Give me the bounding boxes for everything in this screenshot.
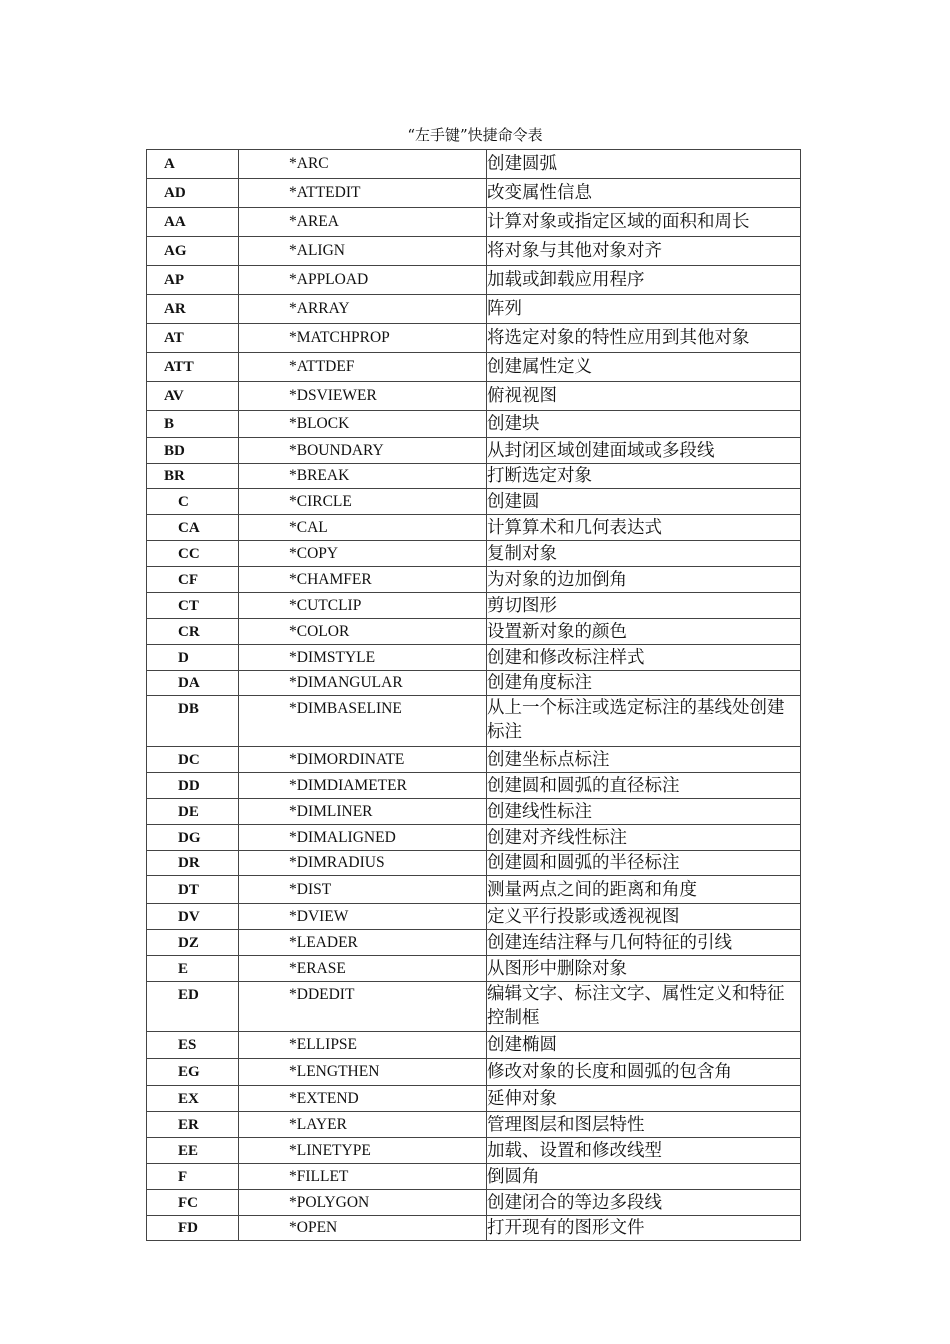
- description-cell: 打断选定对象: [487, 464, 801, 489]
- description-cell: 加载或卸载应用程序: [487, 266, 801, 295]
- alias-cell: AA: [147, 208, 239, 237]
- command-cell: *DDEDIT: [239, 982, 487, 1032]
- table-row: [147, 567, 801, 593]
- table-row: [147, 773, 801, 799]
- description-cell: 创建圆和圆弧的直径标注: [487, 773, 801, 799]
- command-cell: *CUTCLIP: [239, 593, 487, 619]
- command-cell: *FILLET: [239, 1164, 487, 1190]
- table-row: [147, 1164, 801, 1190]
- table-row: [147, 1190, 801, 1216]
- table-row: [147, 1216, 801, 1241]
- table-row: [147, 930, 801, 956]
- command-cell: *DIMSTYLE: [239, 645, 487, 671]
- alias-cell: DG: [147, 825, 239, 851]
- description-cell: 创建坐标点标注: [487, 747, 801, 773]
- command-cell: *ERASE: [239, 956, 487, 982]
- description-cell: 从图形中删除对象: [487, 956, 801, 982]
- description-cell: 管理图层和图层特性: [487, 1112, 801, 1138]
- description-cell: 改变属性信息: [487, 179, 801, 208]
- description-cell: 修改对象的长度和圆弧的包含角: [487, 1059, 801, 1086]
- description-cell: 创建椭圆: [487, 1032, 801, 1059]
- table-row: [147, 1086, 801, 1112]
- table-row: [147, 266, 801, 295]
- description-cell: 编辑文字、标注文字、属性定义和特征控制框: [487, 982, 801, 1032]
- shortcut-table: [146, 149, 801, 1241]
- table-row: [147, 956, 801, 982]
- table-row: [147, 747, 801, 773]
- description-cell: 创建对齐线性标注: [487, 825, 801, 851]
- description-cell: 从上一个标注或选定标注的基线处创建标注: [487, 696, 801, 747]
- table-row: [147, 799, 801, 825]
- description-cell: 创建闭合的等边多段线: [487, 1190, 801, 1216]
- alias-cell: AV: [147, 382, 239, 411]
- alias-cell: EG: [147, 1059, 239, 1086]
- command-cell: *ARRAY: [239, 295, 487, 324]
- command-cell: *APPLOAD: [239, 266, 487, 295]
- table-row: [147, 696, 801, 747]
- table-row: [147, 619, 801, 645]
- description-cell: 阵列: [487, 295, 801, 324]
- description-cell: 测量两点之间的距离和角度: [487, 876, 801, 904]
- alias-cell: ER: [147, 1112, 239, 1138]
- table-row: [147, 645, 801, 671]
- command-cell: *CAL: [239, 515, 487, 541]
- table-row: [147, 208, 801, 237]
- command-cell: *AREA: [239, 208, 487, 237]
- command-cell: *BLOCK: [239, 411, 487, 438]
- alias-cell: AG: [147, 237, 239, 266]
- alias-cell: B: [147, 411, 239, 438]
- alias-cell: FD: [147, 1216, 239, 1241]
- alias-cell: DT: [147, 876, 239, 904]
- command-cell: *CHAMFER: [239, 567, 487, 593]
- table-row: [147, 515, 801, 541]
- table-row: [147, 489, 801, 515]
- description-cell: 创建线性标注: [487, 799, 801, 825]
- table-row: [147, 904, 801, 930]
- command-cell: *DIMRADIUS: [239, 851, 487, 876]
- description-cell: 创建圆和圆弧的半径标注: [487, 851, 801, 876]
- description-cell: 创建属性定义: [487, 353, 801, 382]
- command-cell: *DVIEW: [239, 904, 487, 930]
- table-row: [147, 464, 801, 489]
- alias-cell: EX: [147, 1086, 239, 1112]
- alias-cell: ES: [147, 1032, 239, 1059]
- description-cell: 创建块: [487, 411, 801, 438]
- alias-cell: DA: [147, 671, 239, 696]
- description-cell: 打开现有的图形文件: [487, 1216, 801, 1241]
- description-cell: 创建圆: [487, 489, 801, 515]
- description-cell: 复制对象: [487, 541, 801, 567]
- description-cell: 俯视视图: [487, 382, 801, 411]
- description-cell: 加载、设置和修改线型: [487, 1138, 801, 1164]
- alias-cell: DD: [147, 773, 239, 799]
- command-cell: *BOUNDARY: [239, 438, 487, 464]
- alias-cell: EE: [147, 1138, 239, 1164]
- description-cell: 从封闭区域创建面域或多段线: [487, 438, 801, 464]
- description-cell: 计算对象或指定区域的面积和周长: [487, 208, 801, 237]
- description-cell: 创建角度标注: [487, 671, 801, 696]
- command-cell: *ELLIPSE: [239, 1032, 487, 1059]
- table-row: [147, 353, 801, 382]
- description-cell: 创建圆弧: [487, 150, 801, 179]
- description-cell: 定义平行投影或透视视图: [487, 904, 801, 930]
- alias-cell: ED: [147, 982, 239, 1032]
- command-cell: *ATTDEF: [239, 353, 487, 382]
- alias-cell: FC: [147, 1190, 239, 1216]
- alias-cell: AP: [147, 266, 239, 295]
- command-cell: *OPEN: [239, 1216, 487, 1241]
- table-row: [147, 150, 801, 179]
- description-cell: 设置新对象的颜色: [487, 619, 801, 645]
- command-cell: *DIMBASELINE: [239, 696, 487, 747]
- table-row: [147, 851, 801, 876]
- alias-cell: D: [147, 645, 239, 671]
- command-cell: *DIMANGULAR: [239, 671, 487, 696]
- table-row: [147, 1059, 801, 1086]
- command-cell: *ARC: [239, 150, 487, 179]
- description-cell: 剪切图形: [487, 593, 801, 619]
- table-row: [147, 876, 801, 904]
- alias-cell: DC: [147, 747, 239, 773]
- page-title: “左手键”快捷命令表: [407, 126, 543, 144]
- table-row: [147, 541, 801, 567]
- alias-cell: E: [147, 956, 239, 982]
- alias-cell: C: [147, 489, 239, 515]
- command-cell: *COPY: [239, 541, 487, 567]
- table-row: [147, 1138, 801, 1164]
- command-cell: *ALIGN: [239, 237, 487, 266]
- alias-cell: A: [147, 150, 239, 179]
- command-cell: *DIMLINER: [239, 799, 487, 825]
- alias-cell: CC: [147, 541, 239, 567]
- table-row: [147, 1032, 801, 1059]
- command-cell: *LAYER: [239, 1112, 487, 1138]
- command-cell: *COLOR: [239, 619, 487, 645]
- table-row: [147, 982, 801, 1032]
- table-row: [147, 411, 801, 438]
- alias-cell: CA: [147, 515, 239, 541]
- command-cell: *DSVIEWER: [239, 382, 487, 411]
- alias-cell: CT: [147, 593, 239, 619]
- command-cell: *DIST: [239, 876, 487, 904]
- description-cell: 倒圆角: [487, 1164, 801, 1190]
- command-cell: *DIMALIGNED: [239, 825, 487, 851]
- table-row: [147, 295, 801, 324]
- alias-cell: DB: [147, 696, 239, 747]
- table-row: [147, 237, 801, 266]
- alias-cell: DR: [147, 851, 239, 876]
- description-cell: 为对象的边加倒角: [487, 567, 801, 593]
- command-cell: *MATCHPROP: [239, 324, 487, 353]
- alias-cell: F: [147, 1164, 239, 1190]
- alias-cell: CF: [147, 567, 239, 593]
- alias-cell: DZ: [147, 930, 239, 956]
- alias-cell: DV: [147, 904, 239, 930]
- table-row: [147, 825, 801, 851]
- description-cell: 创建连结注释与几何特征的引线: [487, 930, 801, 956]
- alias-cell: ATT: [147, 353, 239, 382]
- alias-cell: AD: [147, 179, 239, 208]
- table-row: [147, 324, 801, 353]
- table-row: [147, 671, 801, 696]
- table-row: [147, 382, 801, 411]
- command-cell: *CIRCLE: [239, 489, 487, 515]
- description-cell: 计算算术和几何表达式: [487, 515, 801, 541]
- command-cell: *LINETYPE: [239, 1138, 487, 1164]
- command-cell: *BREAK: [239, 464, 487, 489]
- description-cell: 将对象与其他对象对齐: [487, 237, 801, 266]
- alias-cell: AR: [147, 295, 239, 324]
- command-cell: *EXTEND: [239, 1086, 487, 1112]
- command-cell: *LEADER: [239, 930, 487, 956]
- alias-cell: AT: [147, 324, 239, 353]
- command-cell: *DIMORDINATE: [239, 747, 487, 773]
- description-cell: 创建和修改标注样式: [487, 645, 801, 671]
- alias-cell: BR: [147, 464, 239, 489]
- table-row: [147, 593, 801, 619]
- alias-cell: CR: [147, 619, 239, 645]
- table-row: [147, 438, 801, 464]
- alias-cell: BD: [147, 438, 239, 464]
- alias-cell: DE: [147, 799, 239, 825]
- command-cell: *DIMDIAMETER: [239, 773, 487, 799]
- table-row: [147, 179, 801, 208]
- command-cell: *POLYGON: [239, 1190, 487, 1216]
- description-cell: 将选定对象的特性应用到其他对象: [487, 324, 801, 353]
- command-cell: *LENGTHEN: [239, 1059, 487, 1086]
- command-cell: *ATTEDIT: [239, 179, 487, 208]
- description-cell: 延伸对象: [487, 1086, 801, 1112]
- table-row: [147, 1112, 801, 1138]
